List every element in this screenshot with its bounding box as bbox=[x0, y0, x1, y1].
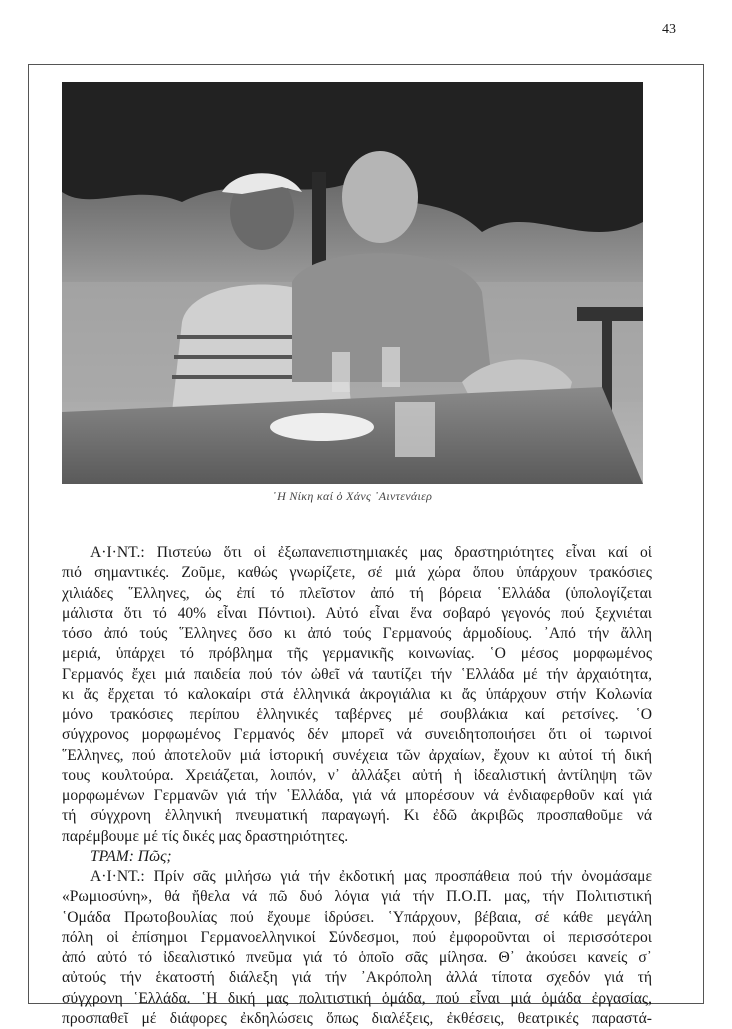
text-line: αὐτούς τήν ἑκατοστή διάλεξη γιά τήν ᾿Ακρόπολη ἀλλά τίποτα σχεδόν γιά τή bbox=[62, 969, 652, 987]
text-line: τή σύγχρονη ἑλληνική πνευματική παραγωγή. Κι ἐδῶ ἀκριβῶς προσπαθοῦμε νά bbox=[62, 807, 652, 825]
text-line: τους κουλτούρα. Χρειάζεται, λοιπόν, ν᾿ ἀλλάξει αὐτή ἡ ἰδεαλιστική ἀντίληψη τῶν bbox=[62, 766, 652, 784]
text-line: ῾Ομάδα Πρωτοβουλίας πού ἔχουμε ἱδρύσει. ῾Υπάρχουν, βέβαια, σέ κάθε μεγάλη bbox=[62, 908, 652, 926]
text-line: Α·Ι·ΝΤ.: Πρίν σᾶς μιλήσω γιά τήν ἐκδοτική μας προσπάθεια πού τήν ὀνομάσαμε bbox=[90, 868, 652, 885]
text-line: ῞Ελληνες, πού ἀποτελοῦν μιά ἱστορική συνέχεια τῶν ἀρχαίων, ἔχουν κι αὐτοί τή δική bbox=[62, 746, 652, 764]
text-line: μάλιστα ὅτι τό 40% εἶναι Πόντιοι). Αὐτό εἶναι ἕνα σοβαρό γεγονός πού ξεχνιέται bbox=[62, 604, 652, 622]
text-line: μορφωμένων Γερμανῶν γιά τήν ῾Ελλάδα, γιά νά μπορέσουν νά ἐνδιαφερθοῦν καί γιά bbox=[62, 787, 652, 804]
text-line: ἀπό αὐτό τό ἰδεαλιστικό πνεῦμα γιά τό ὁποῖο σᾶς μίλησα. Θ᾿ ἀκούσει κανείς σ᾿ bbox=[62, 949, 652, 966]
text-line: κι ἄς ἔρχεται τό καλοκαίρι στά ἑλληνικά ἀκρογιάλια κι ἄς ὑπάρχουν στήν Κολωνία bbox=[62, 685, 652, 703]
text-line: πόλη οἱ ἐπίσημοι Γερμανοελληνικοί Σύνδεσμοι, πού ἐμφοροῦνται οἱ περισσότεροι bbox=[62, 928, 652, 946]
photograph bbox=[62, 82, 643, 484]
text-line: Γερμανός ἔχει μιά παιδεία πού τόν ὠθεῖ νά ταυτίζει τήν ῾Ελλάδα μέ τήν ἀρχαιότητα, bbox=[62, 665, 652, 683]
text-line: μόνο τρακόσιες περίπου ἑλληνικές ταβέρνες μέ σουβλάκια καί ρετσίνες. ῾Ο bbox=[62, 706, 652, 723]
text-line: «Ρωμιοσύνη», θά ἤθελα νά πῶ δυό λόγια γιά τήν Π.Ο.Π. μας, τήν Πολιτιστική bbox=[62, 888, 652, 906]
text-line: μεριά, ὑπάρχει τό πρόβλημα τῆς γερμανικῆς κοινωνίας. ῾Ο μέσος μορφωμένος bbox=[62, 645, 652, 663]
text-line: Α·Ι·ΝΤ.: Πιστεύω ὅτι οἱ ἐξωπανεπιστημιακές μας δραστηριότητες εἶναι καί οἱ bbox=[90, 544, 652, 561]
text-line: πιό σημαντικές. Ζοῦμε, καθώς γνωρίζετε, σέ μιά χώρα ὅπου ὑπάρχουν τρακόσιες bbox=[62, 564, 652, 582]
photo-caption: ῾Η Νίκη καί ὁ Χάνς ᾿Αιντενάιερ bbox=[272, 489, 433, 503]
text-line: προσπαθεῖ μέ διάφορες ἐκδηλώσεις ὅπως διαλέξεις, ἐκθέσεις, θεατρικές παραστά- bbox=[62, 1009, 652, 1027]
text-line: παρέμβουμε μέ τίς δικές μας δραστηριότητες. bbox=[62, 827, 349, 845]
text-line: σύγχρονη ῾Ελλάδα. ῾Η δική μας πολιτιστική ὁμάδα, πού εἶναι μιά ὁμάδα ἐργασίας, bbox=[62, 989, 652, 1007]
page-number: 43 bbox=[662, 22, 676, 37]
text-line: χιλιάδες ῞Ελληνες, ὡς ἐπί τό πλεῖστον ἀπό τή βόρεια ῾Ελλάδα (ὑπολογίζεται bbox=[62, 584, 652, 602]
text-line: ΤΡΑΜ: Πῶς; bbox=[90, 847, 172, 865]
text-line: σύγχρονος μορφωμένος Γερμανός δέν μπορεῖ νά συνειδητοποιήσει ὅτι οἱ τωρινοί bbox=[62, 726, 652, 744]
text-line: τόσο ἀπό τούς ῞Ελληνες ὅσο κι ἀπό τούς Γερμανούς ἁρμοδίους. ᾿Από τήν ἄλλη bbox=[62, 625, 652, 642]
body-text bbox=[62, 543, 652, 1029]
photo-image bbox=[62, 82, 643, 484]
